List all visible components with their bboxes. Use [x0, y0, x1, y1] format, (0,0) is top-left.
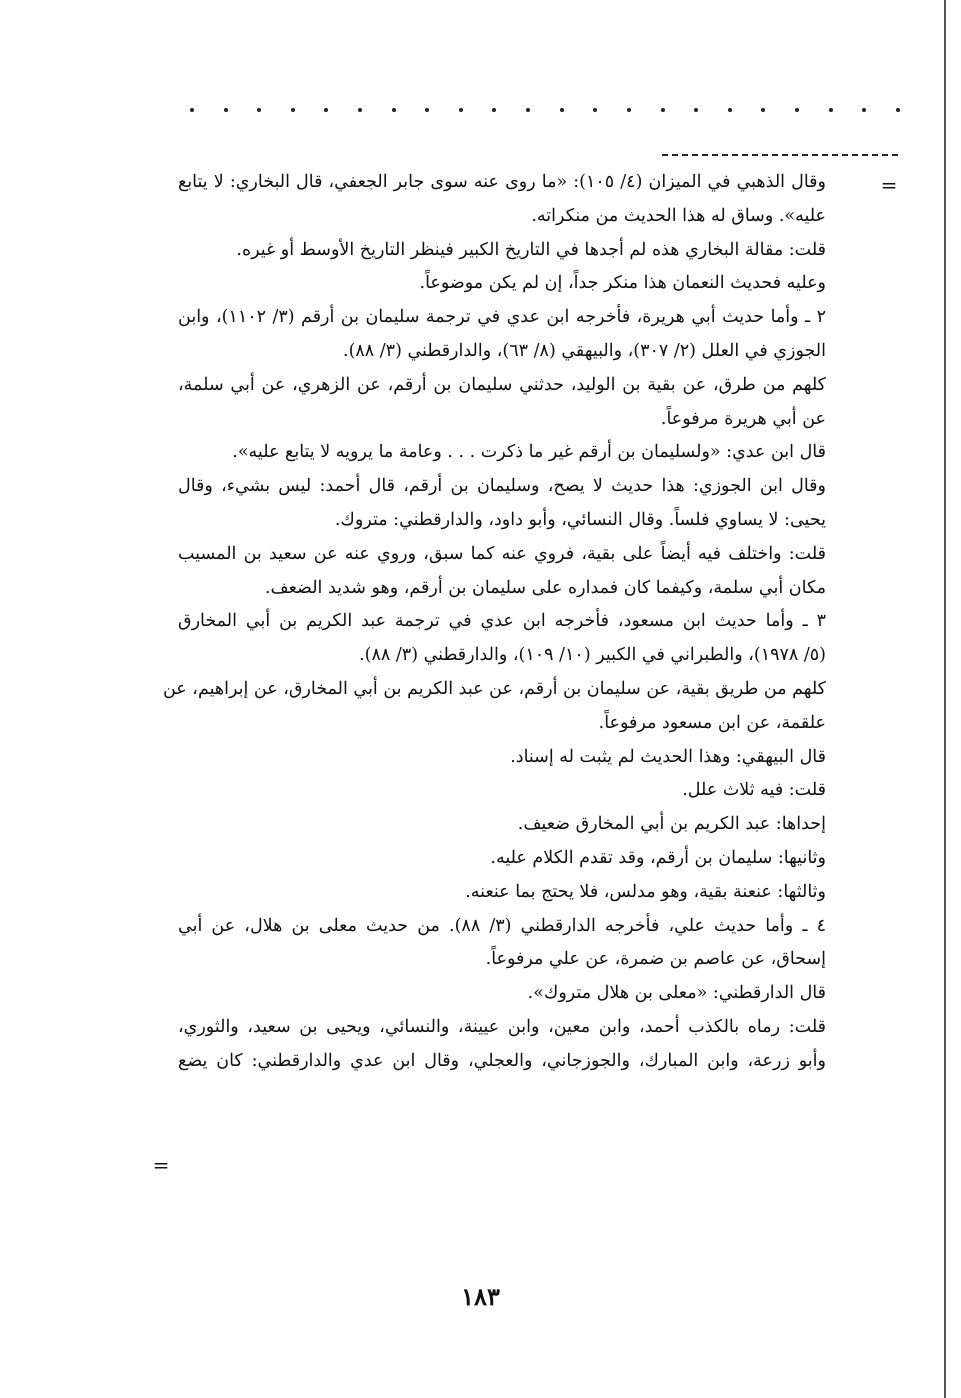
ornament-dot — [560, 108, 564, 112]
text-line: إحداها: عبد الكريم بن أبي المخارق ضعيف. — [517, 814, 826, 835]
ornament-dot — [459, 108, 463, 112]
text-line: عليه». وساق له هذا الحديث من منكراته. — [531, 205, 826, 226]
continuation-mark-top: = — [880, 173, 898, 197]
ornament-dot — [661, 108, 665, 112]
text-line: وقال ابن الجوزي: هذا حديث لا يصح، وسليمان بن أرقم، قال أحمد: ليس بشيء، وقال — [178, 476, 826, 497]
ornament-dot — [257, 108, 261, 112]
text-line: علقمة، عن ابن مسعود مرفوعاً. — [598, 712, 826, 733]
ornament-dot — [829, 108, 833, 112]
ornament-dot — [795, 108, 799, 112]
ornament-dot — [728, 108, 732, 112]
text-line: قال الدارقطني: «معلى بن هلال متروك». — [527, 983, 826, 1004]
ornament-dot — [224, 108, 228, 112]
text-line: وثانيها: سليمان بن أرقم، وقد تقدم الكلام عليه. — [490, 847, 826, 868]
text-line: قلت: رماه بالكذب أحمد، وابن معين، وابن عيينة، والنسائي، ويحيى بن سعيد، والثوري، — [178, 1016, 826, 1037]
ornament-dot — [190, 108, 194, 112]
ornament-dot — [324, 108, 328, 112]
text-line: إسحاق، عن عاصم بن ضمرة، عن علي مرفوعاً. — [485, 949, 826, 970]
ornament-dot — [593, 108, 597, 112]
text-line: يحيى: لا يساوي فلساً. وقال النسائي، وأبو داود، والدارقطني: متروك. — [334, 509, 826, 530]
continuation-mark-bottom: = — [152, 1153, 170, 1177]
text-line: عن أبي هريرة مرفوعاً. — [660, 408, 826, 429]
text-line: وثالثها: عنعنة بقية، وهو مدلس، فلا يحتج بما عنعنه. — [465, 881, 826, 902]
ornament-dot — [761, 108, 765, 112]
ornament-dot — [358, 108, 362, 112]
text-line: مكان أبي سلمة، وكيفما كان فمداره على سليمان بن أرقم، وهو شديد الضعف. — [264, 577, 826, 598]
ornament-dot — [425, 108, 429, 112]
top-dotted-ornament — [190, 100, 900, 120]
text-line: قلت: واختلف فيه أيضاً على بقية، فروي عنه كما سبق، وروي عنه عن سعيد بن المسيب — [178, 543, 827, 564]
text-line: ٤ ـ وأما حديث علي، فأخرجه الدارقطني (٣/ ٨٨). من حديث معلى بن هلال، عن أبي — [178, 915, 826, 936]
ornament-dot — [291, 108, 295, 112]
text-line: وعليه فحديث النعمان هذا منكر جداً، إن لم يكن موضوعاً. — [419, 273, 826, 294]
text-line: قال البيهقي: وهذا الحديث لم يثبت له إسناد. — [510, 746, 826, 767]
footnote-separator-rule — [662, 154, 898, 156]
page-number: ١٨٣ — [461, 1282, 500, 1311]
ornament-dot — [694, 108, 698, 112]
text-line: قلت: مقالة البخاري هذه لم أجدها في التاريخ الكبير فينظر التاريخ الأوسط أو غيره. — [236, 239, 826, 260]
text-line: كلهم من طريق بقية، عن سليمان بن أرقم، عن عبد الكريم بن أبي المخارق، عن إبراهيم، عن — [162, 678, 826, 699]
text-line: قال ابن عدي: «ولسليمان بن أرقم غير ما ذكرت . . . وعامة ما يرويه لا يتابع عليه». — [232, 442, 826, 463]
text-line: (٥/ ١٩٧٨)، والطبراني في الكبير (١٠/ ١٠٩)، والدارقطني (٣/ ٨٨). — [359, 645, 826, 666]
text-line: قلت: فيه ثلاث علل. — [682, 780, 826, 801]
page-edge-line — [944, 0, 946, 1398]
text-line: ٣ ـ وأما حديث ابن مسعود، فأخرجه ابن عدي في ترجمة عبد الكريم بن أبي المخارق — [178, 611, 826, 632]
ornament-dot — [526, 108, 530, 112]
footnote-text-block — [162, 166, 827, 1079]
text-line: الجوزي في العلل (٢/ ٣٠٧)، والبيهقي (٨/ ٦٣)، والدارقطني (٣/ ٨٨). — [343, 340, 826, 361]
ornament-dot — [862, 108, 866, 112]
ornament-dot — [627, 108, 631, 112]
text-line: وأبو زرعة، وابن المبارك، والجوزجاني، والعجلي، وقال ابن عدي والدارقطني: كان يضع — [178, 1050, 826, 1071]
text-line: كلهم من طرق، عن بقية بن الوليد، حدثني سليمان بن أرقم، عن الزهري، عن أبي سلمة، — [178, 374, 826, 395]
text-line: ٢ ـ وأما حديث أبي هريرة، فأخرجه ابن عدي في ترجمة سليمان بن أرقم (٣/ ١١٠٢)، وابن — [178, 307, 826, 328]
ornament-dot — [896, 108, 900, 112]
text-line: وقال الذهبي في الميزان (٤/ ١٠٥): «ما روى عنه سوى جابر الجعفي، قال البخاري: لا يتابع — [178, 172, 826, 192]
ornament-dot — [492, 108, 496, 112]
ornament-dot — [392, 108, 396, 112]
